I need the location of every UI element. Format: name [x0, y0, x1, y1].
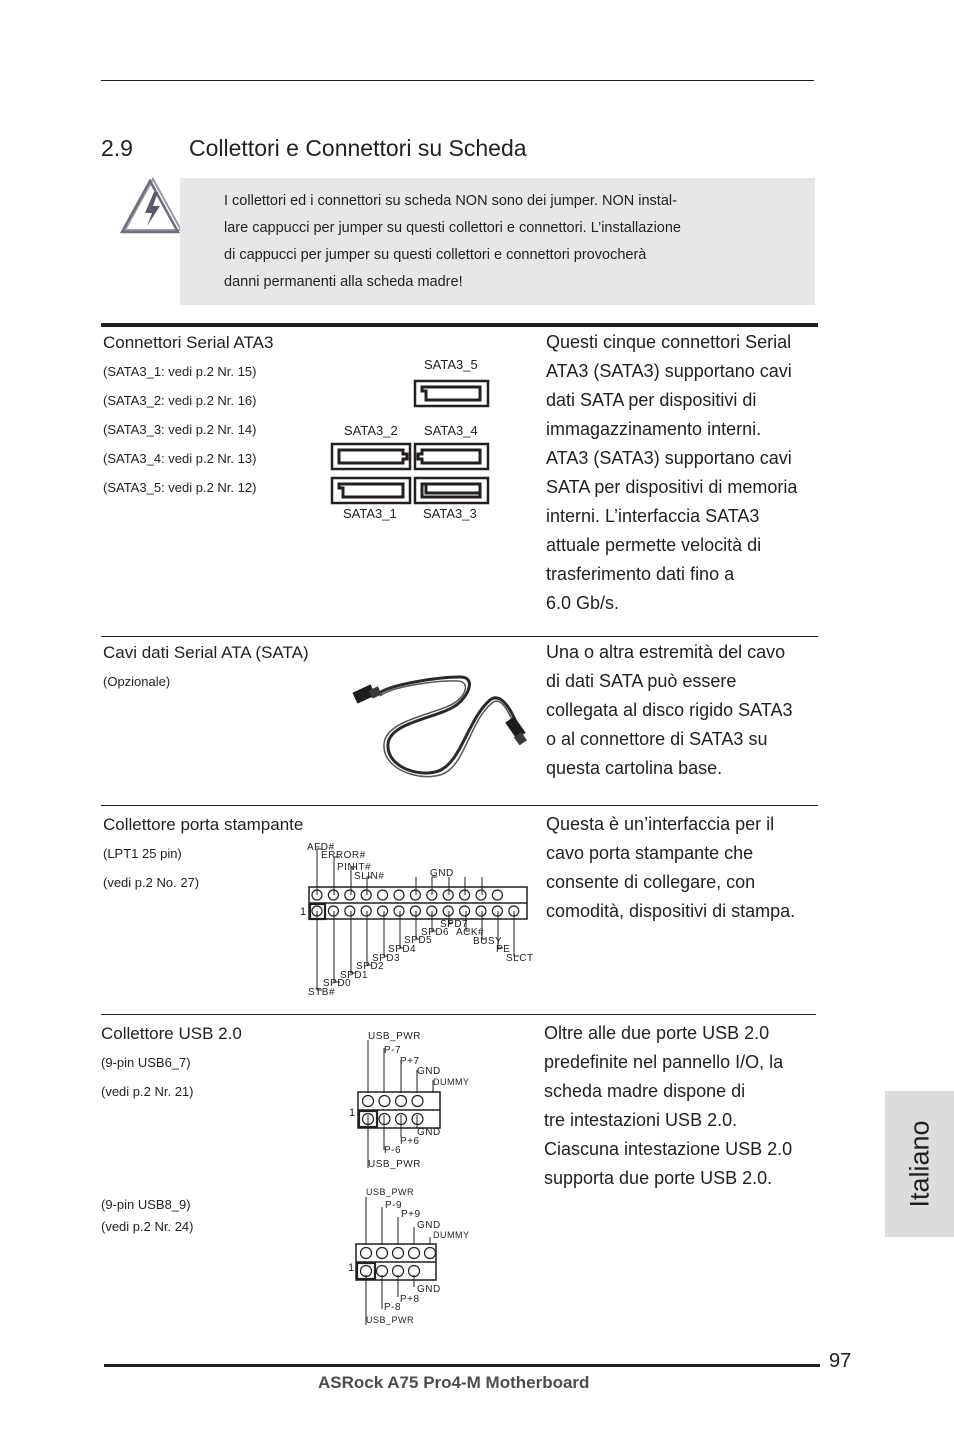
- desc-line: di dati SATA può essere: [546, 671, 737, 691]
- warning-line: I collettori ed i connettori su scheda NON sono dei jumper. NON instal-: [224, 193, 677, 209]
- sata-cable-sub: (Opzionale): [103, 674, 171, 689]
- usb-header2-diagram: [352, 1197, 442, 1325]
- desc-line: questa cartolina base.: [546, 758, 723, 778]
- header-pin: [361, 890, 371, 900]
- sata-cable-description: [546, 638, 816, 783]
- usb1-pin-gnd: GND: [417, 1066, 441, 1077]
- sata3-ref: (SATA3_4: vedi p.2 Nr. 13): [103, 451, 257, 466]
- top-rule: [101, 80, 814, 81]
- header-pin: [361, 906, 371, 916]
- header-pin: [393, 1266, 404, 1277]
- pin-label-gnd: GND: [430, 868, 454, 879]
- lpt-ref: (vedi p.2 No. 27): [103, 875, 200, 890]
- sata3-4-label: SATA3_4: [424, 423, 478, 438]
- header-pin: [328, 890, 338, 900]
- lpt-description: [546, 810, 821, 926]
- usb1-pin-one: 1: [349, 1107, 356, 1119]
- sata-plug-right: [505, 716, 527, 745]
- warning-text: [224, 188, 749, 296]
- usb2-pin-pplus: P+9: [401, 1209, 421, 1220]
- warning-line: lare cappucci per jumper su questi collettori e connettori. L’installazione: [224, 220, 681, 236]
- lpt-header-diagram: [300, 845, 535, 995]
- desc-line: Oltre alle due porte USB 2.0: [544, 1023, 770, 1043]
- header-pin: [394, 906, 404, 916]
- page-number: 97: [829, 1350, 852, 1372]
- sata3-3-label: SATA3_3: [423, 506, 477, 521]
- header-pin: [378, 890, 388, 900]
- usb2-pin-usbpwr-bottom: USB_PWR: [366, 1315, 415, 1325]
- header-pin: [409, 1266, 420, 1277]
- usb-header1-diagram: [355, 1040, 445, 1168]
- warning-line: di cappucci per jumper su questi collettori e connettori provocherà: [224, 247, 647, 263]
- sata3-description: [546, 328, 816, 618]
- sata3-2-label: SATA3_2: [344, 423, 398, 438]
- header-pin: [377, 1266, 388, 1277]
- desc-line: comodità, dispositivi di stampa.: [546, 901, 796, 921]
- desc-line: Questi cinque connettori Serial: [546, 332, 792, 352]
- desc-line: trasferimento dati fino a: [546, 564, 735, 584]
- pin-label-spd1: SPD1: [340, 970, 369, 981]
- usb2-pin-pminus: P-9: [385, 1200, 403, 1211]
- sata3-1-label: SATA3_1: [343, 506, 397, 521]
- language-tab: [885, 1091, 954, 1237]
- header-pin: [396, 1096, 407, 1107]
- header-pin: [328, 906, 338, 916]
- footer-product: ASRock A75 Pro4-M Motherboard: [318, 1373, 590, 1392]
- desc-line: SATA per dispositivi di memoria: [546, 477, 798, 497]
- usb2-pin-dummy: DUMMY: [433, 1230, 470, 1240]
- section-rule: [101, 636, 818, 637]
- sata-cable-image: [350, 672, 540, 787]
- sata3-1-connector: [332, 478, 410, 503]
- usb-title: Collettore USB 2.0: [101, 1024, 242, 1043]
- desc-line: scheda madre dispone di: [544, 1081, 746, 1101]
- sata-cable-title: Cavi dati Serial ATA (SATA): [103, 643, 309, 662]
- usb1-pin-gnd-bottom: GND: [417, 1127, 441, 1138]
- sata3-4-connector: [415, 444, 488, 469]
- pin-label-afd: AFD#: [307, 842, 335, 853]
- header-pin: [377, 1248, 388, 1259]
- sata3-ref: (SATA3_5: vedi p.2 Nr. 12): [103, 480, 257, 495]
- header-pin: [409, 1248, 420, 1259]
- header-pin: [361, 1266, 372, 1277]
- usb1-pin-pplus-bottom: P+6: [400, 1136, 420, 1147]
- sata-plug-left: [352, 684, 381, 703]
- header-pin: [410, 906, 420, 916]
- desc-line: Questa è un’interfaccia per il: [546, 814, 775, 834]
- pin-label-spd3: SPD3: [372, 953, 401, 964]
- sata3-5-label: SATA3_5: [424, 357, 478, 372]
- pin-one-label: 1: [300, 906, 307, 918]
- lightning-warning-icon: [120, 176, 184, 234]
- usb-header1-sub: (9-pin USB6_7): [101, 1055, 191, 1070]
- desc-line: attuale permette velocità di: [546, 535, 762, 555]
- pin-label-pinit: PINIT#: [337, 862, 372, 873]
- desc-line: o al connettore di SATA3 su: [546, 729, 768, 749]
- header-pin: [460, 906, 470, 916]
- section-rule: [101, 323, 818, 327]
- header-pin: [492, 906, 502, 916]
- desc-line: interni. L’interfaccia SATA3: [546, 506, 760, 526]
- header-pin: [443, 890, 453, 900]
- pin-label-spd2: SPD2: [356, 961, 385, 972]
- usb2-pin-one: 1: [348, 1262, 355, 1274]
- header-pin: [363, 1096, 374, 1107]
- pin-label-spd7: SPD7: [440, 919, 469, 930]
- sata3-5-connector: [415, 381, 488, 406]
- usb-header2-ref: (vedi p.2 Nr. 24): [101, 1219, 194, 1234]
- header-pin: [443, 906, 453, 916]
- sata3-ref: (SATA3_2: vedi p.2 Nr. 16): [103, 393, 257, 408]
- usb2-pin-usbpwr-top: USB_PWR: [366, 1187, 415, 1197]
- usb1-pin-pplus: P+7: [400, 1056, 420, 1067]
- header-pin: [410, 890, 420, 900]
- usb1-pin-usbpwr-bottom: USB_PWR: [368, 1159, 421, 1170]
- section-rule: [101, 1014, 816, 1015]
- usb2-pin-pminus-bottom: P-8: [384, 1302, 402, 1313]
- section-rule: [101, 805, 818, 806]
- header-pin: [345, 890, 355, 900]
- sata3-title: Connettori Serial ATA3: [103, 333, 274, 352]
- usb-description: [544, 1019, 819, 1193]
- desc-line: Ciascuna intestazione USB 2.0: [544, 1139, 793, 1159]
- header-pin: [361, 1248, 372, 1259]
- pin-label-spd4: SPD4: [388, 944, 417, 955]
- desc-line: collegata al disco rigido SATA3: [546, 700, 793, 720]
- sata3-ref: (SATA3_3: vedi p.2 Nr. 14): [103, 422, 257, 437]
- desc-line: cavo porta stampante che: [546, 843, 754, 863]
- pin-label-ack: ACK#: [456, 927, 485, 938]
- header-pin: [412, 1096, 423, 1107]
- lpt-title: Collettore porta stampante: [103, 815, 304, 834]
- pin-label-stb: STB#: [308, 987, 336, 998]
- usb1-pin-pminus-bottom: P-6: [384, 1145, 402, 1156]
- warning-line: danni permanenti alla scheda madre!: [224, 274, 463, 290]
- header-pin: [379, 1096, 390, 1107]
- pin-label-slin: SLIN#: [354, 871, 385, 882]
- header-pin: [378, 906, 388, 916]
- desc-line: supporta due porte USB 2.0.: [544, 1168, 773, 1188]
- desc-line: consente di collegare, con: [546, 872, 756, 892]
- header-pin: [425, 1248, 436, 1259]
- lpt-sub: (LPT1 25 pin): [103, 846, 182, 861]
- pin-label-pe: PE: [496, 944, 511, 955]
- desc-line: immagazzinamento interni.: [546, 419, 762, 439]
- header-pin: [476, 890, 486, 900]
- desc-line: ATA3 (SATA3) supportano cavi: [546, 361, 792, 381]
- usb2-pin-gnd-bottom: GND: [417, 1284, 441, 1295]
- usb1-pin-dummy: DUMMY: [433, 1077, 470, 1087]
- desc-line: tre intestazioni USB 2.0.: [544, 1110, 738, 1130]
- header-pin: [393, 1248, 404, 1259]
- usb2-pin-pplus-bottom: P+8: [400, 1294, 420, 1305]
- pin-label-busy: BUSY: [473, 936, 503, 947]
- header-pin: [476, 906, 486, 916]
- header-pin: [492, 890, 502, 900]
- desc-line: Una o altra estremità del cavo: [546, 642, 786, 662]
- usb2-pin-gnd: GND: [417, 1220, 441, 1231]
- usb1-pin-usbpwr-top: USB_PWR: [368, 1031, 421, 1042]
- section-title: Collettori e Connettori su Scheda: [189, 135, 527, 161]
- usb-header1-ref: (vedi p.2 Nr. 21): [101, 1084, 194, 1099]
- pin-label-spd5: SPD5: [404, 935, 433, 946]
- usb-header2-sub: (9-pin USB8_9): [101, 1197, 191, 1212]
- pin-label-error: ERROR#: [321, 850, 366, 861]
- desc-line: predefinite nel pannello I/O, la: [544, 1052, 784, 1072]
- desc-line: ATA3 (SATA3) supportano cavi: [546, 448, 792, 468]
- pin-label-slct: SLCT: [506, 953, 534, 964]
- sata3-ref: (SATA3_1: vedi p.2 Nr. 15): [103, 364, 257, 379]
- desc-line: dati SATA per dispositivi di: [546, 390, 757, 410]
- pin-label-spd6: SPD6: [421, 927, 450, 938]
- header-pin: [394, 890, 404, 900]
- sata3-connectors-diagram: [330, 378, 495, 508]
- sata3-3-connector: [415, 478, 488, 503]
- pin-label-spd0: SPD0: [323, 978, 352, 989]
- language-tab-label: Italiano: [904, 1120, 934, 1208]
- footer-rule: [104, 1364, 820, 1367]
- header-pin: [345, 906, 355, 916]
- desc-line: 6.0 Gb/s.: [546, 593, 620, 613]
- sata3-2-connector: [332, 444, 410, 469]
- section-number: 2.9: [101, 135, 133, 161]
- usb1-pin-pminus: P-7: [384, 1045, 402, 1056]
